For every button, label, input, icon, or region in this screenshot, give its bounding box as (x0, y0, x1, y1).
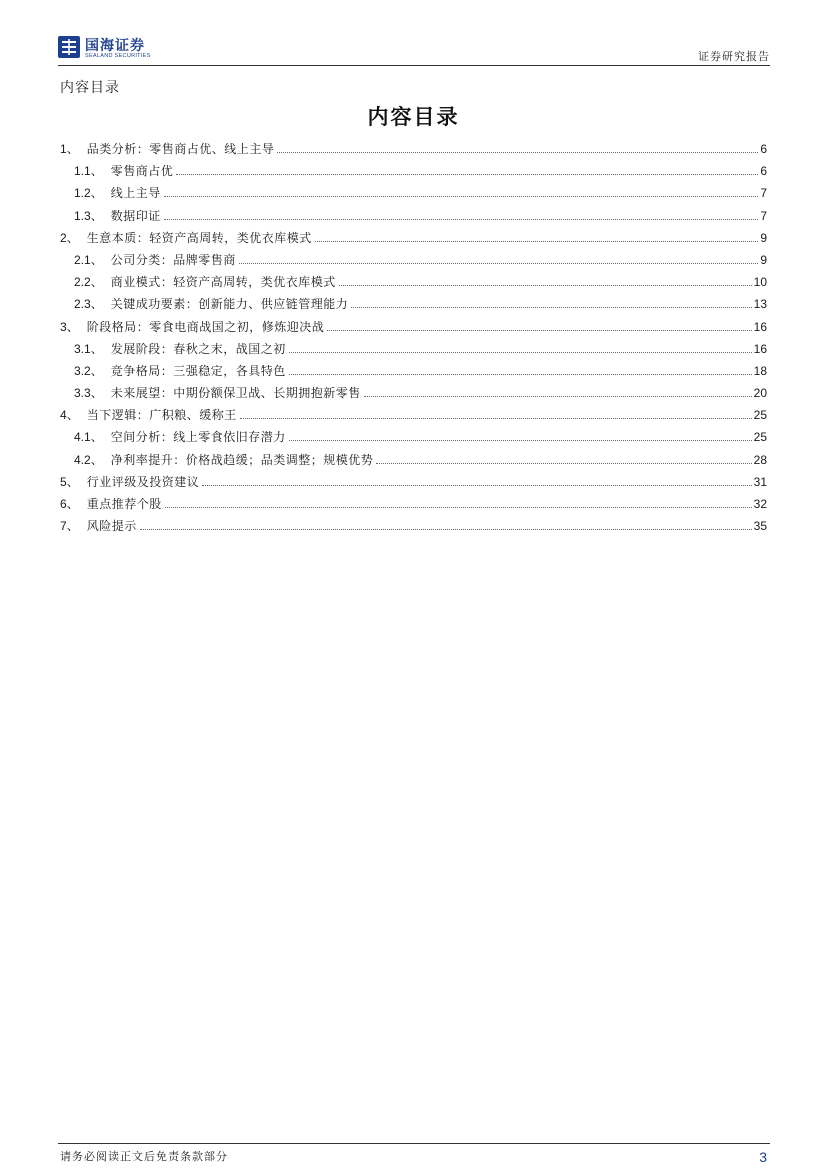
toc-entry-number: 2.1 (74, 252, 91, 267)
toc-entry-title: 净利率提升：价格战趋缓；品类调整；规模优势 (110, 452, 374, 467)
toc-entry-title: 数据印证 (110, 208, 161, 223)
toc-entry[interactable] (60, 471, 767, 493)
toc-entry-leader (165, 507, 752, 508)
header-divider (58, 65, 770, 66)
toc-entry-page: 10 (753, 275, 767, 290)
toc-entry[interactable] (60, 293, 767, 315)
toc-entry[interactable] (60, 316, 767, 338)
toc-entry[interactable] (60, 338, 767, 360)
page-header (58, 34, 770, 66)
toc-entry-separator: 、 (90, 164, 103, 179)
toc-entry-title: 阶段格局：零食电商战国之初，修炼迎决战 (86, 319, 325, 334)
toc-entry-page: 31 (753, 474, 767, 489)
toc-entry-page: 7 (760, 186, 767, 201)
toc-entry-number: 2.3 (74, 297, 91, 312)
toc-entry-page: 25 (753, 408, 767, 423)
toc-entry-number: 4.2 (74, 452, 91, 467)
toc-entry-title: 商业模式：轻资产高周转，类优衣库模式 (110, 275, 336, 290)
toc-entry-leader (289, 440, 752, 441)
toc-entry-separator: 、 (90, 252, 103, 267)
toc-entry[interactable] (60, 205, 767, 227)
footer-divider (58, 1143, 770, 1144)
toc-entry-title: 竞争格局：三强稳定，各具特色 (110, 363, 286, 378)
toc-entry-page: 9 (760, 230, 767, 245)
toc-entry-separator: 、 (90, 386, 103, 401)
toc-entry[interactable] (60, 515, 767, 537)
toc-entry-title: 行业评级及投资建议 (86, 474, 200, 489)
toc-entry-page: 16 (753, 341, 767, 356)
toc-entry-number: 1.1 (74, 164, 91, 179)
toc-entry-page: 16 (753, 319, 767, 334)
toc-entry-separator: 、 (90, 341, 103, 356)
toc-entry-separator: 、 (66, 474, 79, 489)
toc-entry-separator: 、 (90, 186, 103, 201)
toc-entry-title: 风险提示 (86, 519, 137, 534)
logo-chinese-name: 国海证券 (85, 38, 145, 54)
toc-entry-number: 7 (60, 519, 67, 534)
toc-entry-number: 3.2 (74, 363, 91, 378)
section-label: 内容目录 (60, 80, 120, 96)
toc-entry-separator: 、 (90, 363, 103, 378)
toc-entry[interactable] (60, 360, 767, 382)
toc-entry[interactable] (60, 138, 767, 160)
toc-entry-separator: 、 (90, 208, 103, 223)
toc-entry-title: 公司分类：品牌零售商 (110, 252, 236, 267)
toc-entry-separator: 、 (90, 430, 103, 445)
toc-entry-separator: 、 (90, 452, 103, 467)
toc-entry-leader (327, 330, 751, 331)
toc-entry[interactable] (60, 404, 767, 426)
toc-entry-title: 生意本质：轻资产高周转，类优衣库模式 (86, 230, 312, 245)
toc-entry[interactable] (60, 426, 767, 448)
toc-entry-number: 3 (60, 319, 67, 334)
toc-entry-number: 6 (60, 497, 67, 511)
toc-entry-leader (176, 174, 758, 175)
toc-entry-page: 6 (760, 164, 767, 179)
toc-entry-leader (289, 374, 752, 375)
toc-title: 内容目录 (367, 105, 460, 129)
toc-entry-title: 线上主导 (110, 186, 161, 201)
toc-entry-page: 28 (753, 452, 767, 467)
toc-entry[interactable] (60, 271, 767, 293)
toc-entry-title: 发展阶段：春秋之末，战国之初 (110, 341, 286, 356)
toc-entry-title: 空间分析：线上零食依旧存潜力 (110, 430, 286, 445)
toc-entry-number: 1.3 (74, 208, 91, 223)
footer-disclaimer: 请务必阅读正文后免责条款部分 (60, 1150, 228, 1163)
toc-entry-number: 4 (60, 408, 67, 423)
toc-entry-page: 7 (760, 208, 767, 223)
toc-entry-number: 5 (60, 474, 67, 489)
toc-entry-leader (277, 152, 758, 153)
toc-entry-title: 品类分析：零售商占优、线上主导 (86, 142, 275, 156)
toc-entry[interactable] (60, 449, 767, 471)
toc-entry-number: 1.2 (74, 186, 91, 201)
toc-entry-leader (289, 352, 752, 353)
table-of-contents (60, 138, 767, 537)
toc-entry-separator: 、 (66, 142, 79, 156)
report-type-label: 证券研究报告 (698, 50, 770, 63)
toc-entry-leader (339, 285, 752, 286)
toc-entry-separator: 、 (66, 519, 79, 534)
toc-entry-page: 6 (760, 142, 767, 156)
toc-entry-leader (164, 196, 759, 197)
toc-entry-title: 零售商占优 (110, 164, 174, 179)
sealand-logo-icon (58, 36, 80, 58)
toc-entry[interactable] (60, 227, 767, 249)
toc-entry-leader (315, 241, 759, 242)
toc-entry-number: 3.1 (74, 341, 91, 356)
toc-entry-number: 2.2 (74, 275, 91, 290)
toc-entry-page: 13 (753, 297, 767, 312)
toc-entry-number: 2 (60, 230, 67, 245)
toc-entry-number: 1 (60, 142, 67, 156)
toc-entry-separator: 、 (66, 497, 79, 511)
toc-entry[interactable] (60, 382, 767, 404)
toc-entry-separator: 、 (90, 297, 103, 312)
page-number: 3 (759, 1149, 767, 1165)
logo-english-name: SEALAND SECURITIES (85, 53, 151, 59)
toc-entry-page: 25 (753, 430, 767, 445)
toc-entry-page: 35 (753, 519, 767, 534)
toc-entry[interactable] (60, 493, 767, 515)
toc-entry-page: 9 (760, 252, 767, 267)
toc-entry-separator: 、 (66, 319, 79, 334)
toc-entry-leader (140, 529, 752, 530)
toc-entry-page: 20 (753, 386, 767, 401)
toc-entry-leader (239, 263, 759, 264)
toc-entry-title: 未来展望：中期份额保卫战、长期拥抱新零售 (110, 386, 361, 401)
toc-entry-leader (351, 307, 751, 308)
toc-entry-leader (164, 219, 759, 220)
toc-entry-title: 重点推荐个股 (86, 497, 162, 511)
toc-entry-separator: 、 (66, 408, 79, 423)
toc-entry-leader (240, 418, 752, 419)
toc-entry-number: 4.1 (74, 430, 91, 445)
toc-entry-page: 32 (753, 497, 767, 511)
toc-entry-page: 18 (753, 363, 767, 378)
toc-entry-leader (202, 485, 751, 486)
toc-entry-leader (364, 396, 752, 397)
toc-entry-leader (376, 463, 751, 464)
toc-entry-number: 3.3 (74, 386, 91, 401)
toc-entry-title: 关键成功要素：创新能力、供应链管理能力 (110, 297, 349, 312)
toc-entry[interactable] (60, 249, 767, 271)
toc-entry[interactable] (60, 182, 767, 204)
toc-entry-separator: 、 (90, 275, 103, 290)
toc-entry-title: 当下逻辑：广积粮、缓称王 (86, 408, 237, 423)
toc-entry-separator: 、 (66, 230, 79, 245)
toc-entry[interactable] (60, 160, 767, 182)
